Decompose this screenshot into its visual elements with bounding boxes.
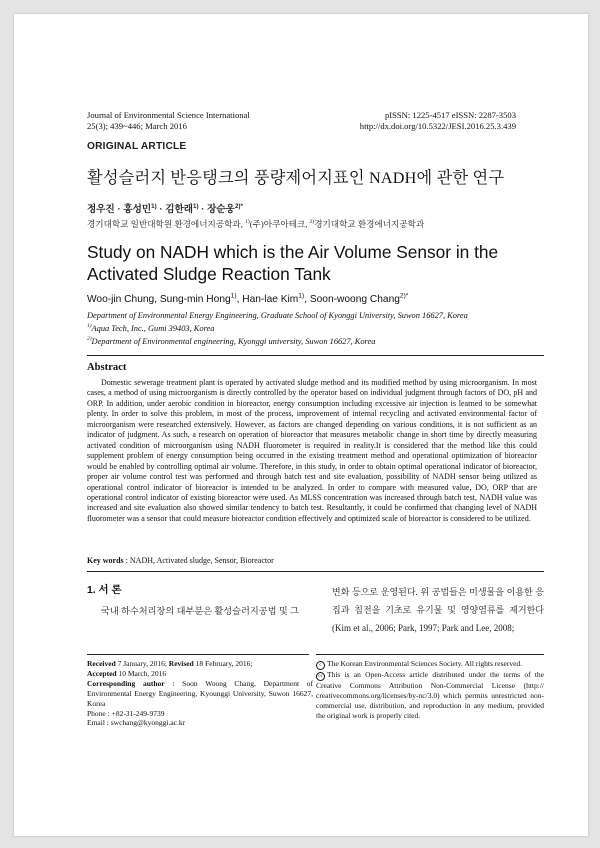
korean-authors [87,201,243,215]
received-date: 7 January, 2016; [115,659,169,668]
section-heading: 1. 서 론 [87,585,122,596]
korean-author: 정우진 [87,204,115,215]
keywords [87,556,274,565]
korean-author: 홍성민 [123,204,152,215]
affiliation-main: Department of Environmental Energy Engineering, Graduate School of Kyonggi University, Suwon 16627, Korea [87,311,468,320]
affiliation-1 [87,322,547,335]
affiliation-superscript: 2) [87,336,92,343]
author-superscript: 1) [151,202,157,210]
email[interactable]: Email : swchang@kyonggi.ac.kr [87,718,186,728]
affiliation-superscript: 2) [309,219,315,226]
copyright-text: The Korean Environmental Sciences Society. All rights reserved. [327,659,523,668]
footnote-rule-left [87,654,309,655]
accepted-label: Accepted [87,668,117,678]
copyright-icon: c [316,661,325,670]
footnote-article-info [87,659,313,728]
author-separator: · [198,204,208,215]
phone: Phone : +82-31-249-9739 [87,708,165,718]
keywords-text: : NADH, Activated sludge, Sensor, Bioreactor [123,556,274,565]
journal-header-left [87,110,250,133]
korean-title: 활성슬러지 반응탱크의 풍량제어지표인 NADH에 관한 연구 [87,169,505,187]
korean-author: 장순웅 [207,204,235,215]
divider [87,571,544,572]
affiliation-2 [87,335,547,348]
accepted-date: 10 March, 2016 [116,668,167,678]
abstract-heading: Abstract [87,362,127,373]
affiliation-text: Department of Environmental engineering, Kyonggi university, Suwon 16627, Korea [91,337,376,347]
author-superscript: 2)* [399,292,409,300]
journal-issn: pISSN: 1225-4517 eISSN: 2287-3503 [384,110,516,120]
abstract-text: Domestic sewerage treatment plant is operated by activated sludge method and its modified method by using microorganism. In most cases, a method of using microorganism is directly controlled by the operator based on individual judgment through factors of DO, pH and ORP. In addition, under aerobic condition in bioreactor, energy consumption including excessive air injection is learned to be somewhat plenty. In order to solve this problem, in most of the process, improvement of internal recycling and activated environmental factor of microorganism were researched extensively. However, as factors are changed depending on various conditions, it is not sufficient as an indicator of judgment. As such, a research on operation of bioreactor that measures metabolic change in short time by directly measuring activated condition of microorganism using NADH fluorometer is required in reality.It is considered that the method like this could supplement problem of energy consumption being occurred in the existing treatment method and operational optimization of bioreactor would be enabled by controlling optimal air volume. Therefore, in this study, in order to obtain optimal operational indicator of bioreactor, proper air volume control test was performed and through batch test and site evaluation, possibility of NADH sensor being utilized as operational control indicator of bioreactor is intended to be analyzed. In order to compare with measured value, DO, ORP that are operational control indicator of existing bioreactor were used. As MLSS concentration was increased through batch test, NADH value was increased and site evaluation also showed similar tendency to batch test. Resultantly, it could be confirmed that changing level of NADH fluorometer was a sensor that could measure bioreactor condition effectively and optimized scale of bioreactor is considered to be utilized. [87,378,537,523]
journal-header-right [360,110,516,133]
author-superscript: 2)* [234,202,243,210]
english-authors [87,294,408,305]
korean-affiliations [87,218,424,230]
corresponding-label: Corresponding author [87,678,165,688]
author-separator: · [114,204,124,215]
body-paragraph-right: 변화 등으로 운영된다. 위 공법들은 미생물을 이용한 응집과 침전을 기초로 유기물 및 영양염류를 제거한다 (Kim et al., 2006; Park, 1997; Park and Lee, 2008; [332,587,544,633]
license-text: This is an Open-Access article distributed under the terms of the Creative Commons Attribution Non-Commercial License (http:// creativecommons.org/licenses/by-nc/3.0) which permits unrestricted non-commercial use, distribution, and reproduction in any medium, provided the original work is properly cited. [316,670,544,720]
english-author: , Han-lae Kim [236,294,299,305]
korean-affiliation: 경기대학교 일반대학원 환경에너지공학과, [87,219,243,229]
korean-affiliation: (주)아쿠아테크, [249,219,308,229]
affiliation-superscript: 1) [245,219,250,226]
english-affiliations [87,309,547,349]
korean-author: 김한래 [165,204,194,215]
english-author: Woo-jin Chung, [87,294,160,305]
corresponding-info: : Soon Woong Chang, Department of Environmental Energy Engineering, Kyounggi University, Suwon 16627, Korea [87,678,314,708]
korean-affiliation: 경기대학교 환경에너지공학과 [314,219,425,229]
divider [87,355,544,356]
received-label: Received [87,659,116,668]
article-type: ORIGINAL ARTICLE [87,141,187,152]
revised-date: 18 February, 2016; [193,659,253,668]
creative-commons-icon: cc [316,672,325,681]
english-title: Study on NADH which is the Air Volume Sensor in the Activated Sludge Reaction Tank [87,242,499,284]
author-superscript: 1) [230,292,237,300]
journal-name: Journal of Environmental Science International [87,110,250,120]
affiliation-superscript: 1) [87,323,92,330]
author-separator: · [156,204,166,215]
article-page [14,14,588,836]
footnote-copyright [316,659,544,721]
revised-label: Revised [168,659,194,668]
journal-doi[interactable]: http://dx.doi.org/10.5322/JESI.2016.25.3.439 [359,121,516,132]
keywords-label: Key words [87,556,124,565]
footnote-rule-right [316,654,544,655]
author-superscript: 1) [298,292,305,300]
english-author: Sung-min Hong [159,294,231,305]
body-paragraph-left: 국내 하수처리장의 대부분은 활성슬러지공법 및 그 [101,606,299,616]
author-superscript: 1) [193,202,199,210]
affiliation-text: Aqua Tech, Inc., Gumi 39403, Korea [91,324,215,334]
english-author: , Soon-woong Chang [304,294,400,305]
journal-volume: 25(3); 439~446; March 2016 [87,121,187,132]
